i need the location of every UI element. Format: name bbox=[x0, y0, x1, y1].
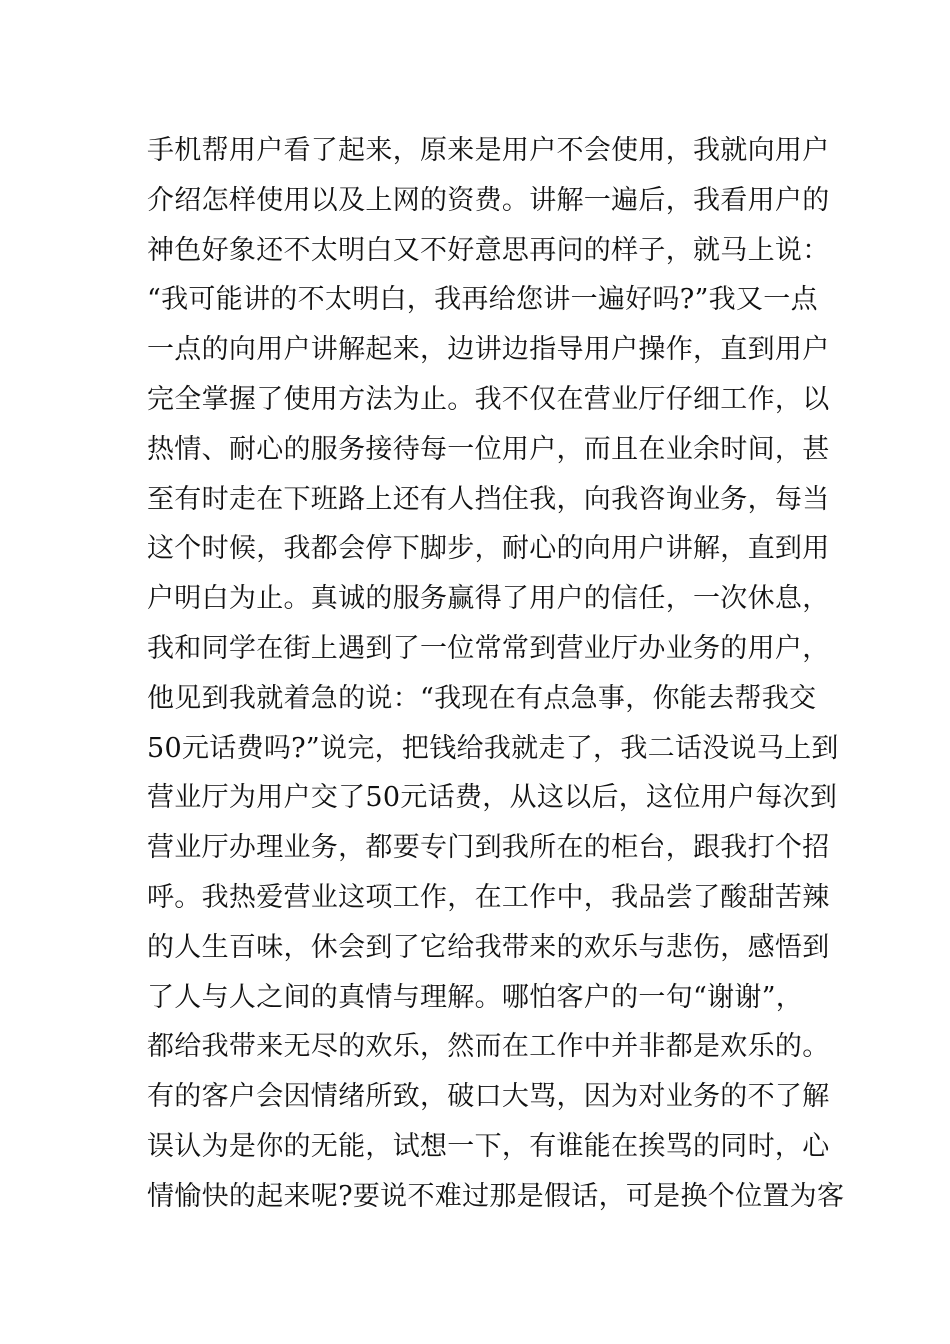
text-line: 营业厅为用户交了50元话费，从这以后，这位用户每次到 bbox=[147, 782, 838, 814]
text-line: 介绍怎样使用以及上网的资费。讲解一遍后，我看用户的 bbox=[147, 184, 830, 216]
text-line: 手机帮用户看了起来，原来是用户不会使用，我就向用户 bbox=[147, 135, 830, 166]
text-line: 我和同学在街上遇到了一位常常到营业厅办业务的用户， bbox=[147, 632, 830, 664]
text-line: 呼。我热爱营业这项工作，在工作中，我品尝了酸甜苦辣 bbox=[147, 881, 830, 913]
text-line: 户明白为止。真诚的服务赢得了用户的信任，一次休息， bbox=[147, 583, 830, 615]
text-line: 情愉快的起来呢?要说不难过那是假话，可是换个位置为客 bbox=[147, 1180, 845, 1212]
body-text bbox=[147, 126, 845, 1222]
text-line: 50元话费吗?”说完，把钱给我就走了，我二话没说马上到 bbox=[147, 732, 839, 764]
text-line: “我可能讲的不太明白，我再给您讲一遍好吗?”我又一点 bbox=[147, 284, 818, 316]
text-line: 他见到我就着急的说：“我现在有点急事，你能去帮我交 bbox=[147, 682, 817, 714]
text-line: 有的客户会因情绪所致，破口大骂，因为对业务的不了解 bbox=[147, 1081, 830, 1113]
text-line: 都给我带来无尽的欢乐，然而在工作中并非都是欢乐的。 bbox=[147, 1031, 830, 1063]
text-line: 误认为是你的无能，试想一下，有谁能在挨骂的同时，心 bbox=[147, 1130, 830, 1162]
text-line: 这个时候，我都会停下脚步，耐心的向用户讲解，直到用 bbox=[147, 533, 830, 565]
text-line: 的人生百味，休会到了它给我带来的欢乐与悲伤，感悟到 bbox=[147, 931, 830, 963]
text-line: 完全掌握了使用方法为止。我不仅在营业厅仔细工作，以 bbox=[147, 383, 830, 415]
text-line: 一点的向用户讲解起来，边讲边指导用户操作，直到用户 bbox=[147, 334, 830, 366]
text-line: 营业厅办理业务，都要专门到我所在的柜台，跟我打个招 bbox=[147, 832, 830, 864]
text-line: 至有时走在下班路上还有人挡住我，向我咨询业务，每当 bbox=[147, 483, 830, 515]
text-line: 了人与人之间的真情与理解。哪怕客户的一句“谢谢”， bbox=[147, 981, 804, 1013]
text-line: 热情、耐心的服务接待每一位用户，而且在业余时间，甚 bbox=[147, 433, 830, 465]
text-line: 神色好象还不太明白又不好意思再问的样子，就马上说： bbox=[147, 234, 830, 266]
